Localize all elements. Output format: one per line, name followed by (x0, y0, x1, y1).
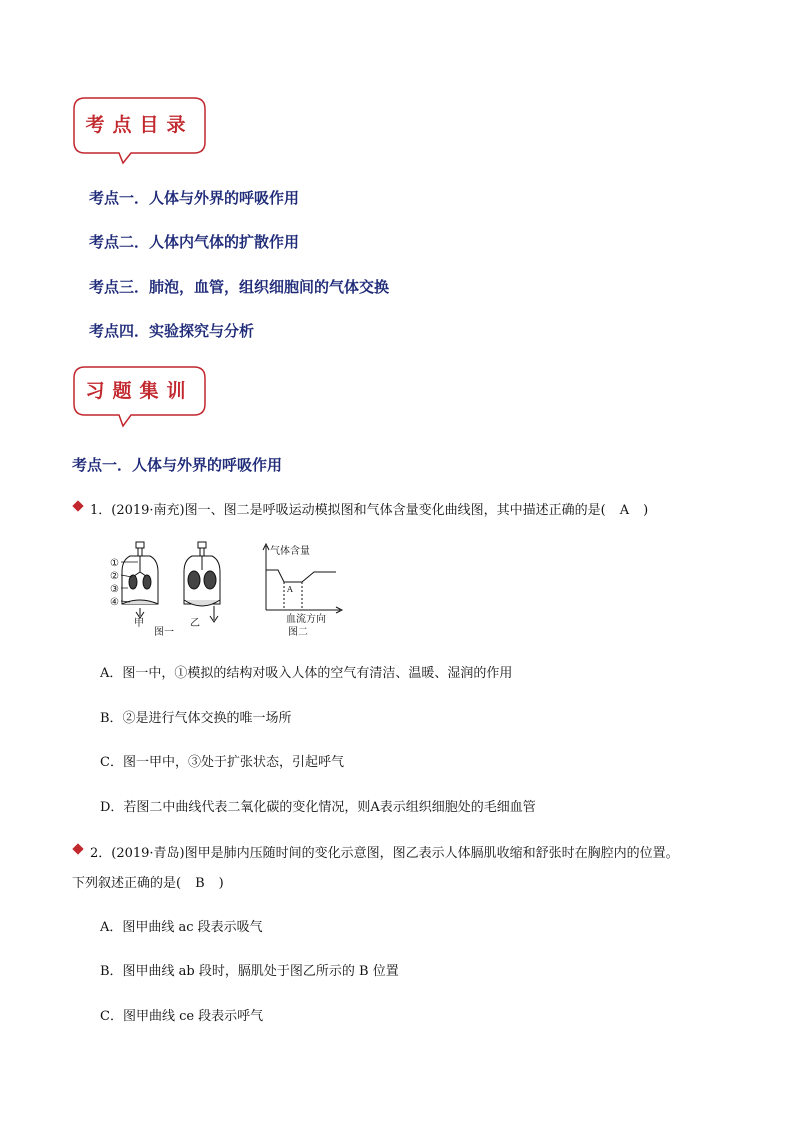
question-bullet-icon (72, 843, 83, 854)
toc-item-2[interactable]: 考点二．人体内气体的扩散作用 (89, 233, 300, 251)
graph-y-label: 气体含量 (270, 546, 310, 557)
figure-1-caption: 图一 (154, 627, 174, 638)
question-1-option-a[interactable]: A．图一中，①模拟的结构对吸入人体的空气有清洁、温暖、湿润的作用 (100, 666, 513, 681)
section-title: 考点一．人体与外界的呼吸作用 (72, 456, 283, 474)
question-1-option-b[interactable]: B．②是进行气体交换的唯一场所 (100, 711, 292, 726)
figure-2-caption: 图二 (288, 627, 308, 638)
jar-1-diagram (122, 542, 158, 618)
question-2-close: ) (218, 876, 224, 891)
question-2-text: 下列叙述正确的是( (72, 876, 182, 891)
question-2-option-b[interactable]: B．图甲曲线 ab 段时，膈肌处于图乙所示的 B 位置 (100, 964, 399, 979)
question-1-close: ) (643, 503, 649, 518)
question-2-option-c[interactable]: C．图甲曲线 ce 段表示呼气 (100, 1009, 264, 1024)
graph-x-label: 血流方向 (286, 614, 326, 625)
question-1-stem (90, 499, 648, 518)
jar-2-diagram (184, 542, 220, 622)
question-bullet-icon (72, 500, 83, 511)
question-1-text: 1．(2019·南充)图一、图二是呼吸运动模拟图和气体含量变化曲线图，其中描述正确的是( (90, 503, 606, 518)
graph-point-a: A (287, 585, 293, 594)
figure-label-2: ② (110, 571, 119, 582)
toc-item-3[interactable]: 考点三．肺泡，血管，组织细胞间的气体交换 (89, 278, 390, 296)
question-1-option-d[interactable]: D．若图二中曲线代表二氧化碳的变化情况，则A表示组织细胞处的毛细血管 (100, 800, 536, 815)
question-2-stem-line-2 (72, 872, 224, 891)
toc-item-1[interactable]: 考点一．人体与外界的呼吸作用 (89, 189, 300, 207)
figure-label-3: ③ (110, 584, 119, 595)
toc-callout-title: 考点目录 (85, 114, 194, 136)
figure-label-1: ① (110, 558, 119, 569)
question-2-answer: B (195, 876, 205, 891)
question-2-stem-line-1: 2．(2019·青岛)图甲是肺内压随时间的变化示意图，图乙表示人体膈肌收缩和舒张时在胸腔内的位置。 (90, 846, 679, 861)
practice-callout-title: 习题集训 (85, 380, 194, 402)
jar-2-label: 乙 (190, 618, 200, 629)
question-1-option-c[interactable]: C．图一甲中，③处于扩张状态，引起呼气 (100, 755, 344, 770)
question-1-figure (110, 540, 350, 640)
question-1-answer: A (619, 503, 630, 518)
toc-item-4[interactable]: 考点四．实验探究与分析 (89, 322, 255, 340)
jar-1-label: 甲 (134, 618, 144, 629)
question-2-option-a[interactable]: A．图甲曲线 ac 段表示吸气 (100, 920, 263, 935)
figure-label-4: ④ (110, 597, 119, 608)
